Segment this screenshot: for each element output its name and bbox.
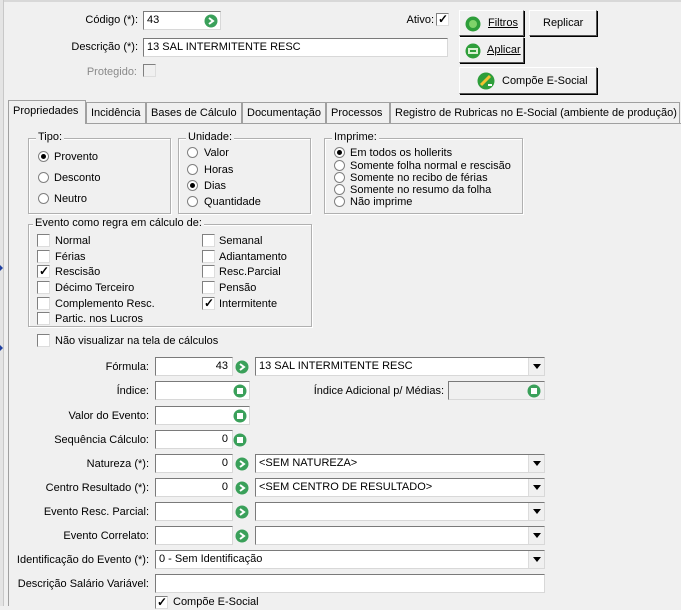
codigo-label: Código (*): <box>85 14 138 26</box>
apply-icon <box>465 43 481 59</box>
indice-label: Índice: <box>116 385 149 397</box>
evento-option-label: Rescisão <box>55 266 101 278</box>
filtros-button-label: Filtros <box>488 17 518 29</box>
centro-select-value: <SEM CENTRO DE RESULTADO> <box>259 481 433 493</box>
descricao-salario-label: Descrição Salário Variável: <box>17 578 149 590</box>
esocial-icon <box>477 72 495 90</box>
tab-incidencia[interactable]: Incidência <box>86 102 146 123</box>
tipo-option-label: Neutro <box>54 193 88 205</box>
nao-visualizar-checkbox[interactable] <box>37 334 50 347</box>
descricao-salario-input[interactable] <box>155 574 545 593</box>
evento-option-label: Décimo Terceiro <box>55 282 135 294</box>
unidade-option-label: Horas <box>204 164 234 176</box>
evento-option-label: Resc.Parcial <box>219 266 281 278</box>
ativo-checkbox[interactable]: ✓ <box>438 12 449 26</box>
unidade-radio-dias[interactable] <box>187 180 198 191</box>
imprime-radio-resumo[interactable] <box>334 184 345 195</box>
sequencia-input[interactable]: 0 <box>155 430 233 449</box>
search-icon[interactable] <box>235 481 249 495</box>
unidade-option-label: Quantidade <box>204 196 261 208</box>
tipo-radio-neutro[interactable] <box>38 193 49 204</box>
aplicar-button-label: Aplicar <box>487 44 521 56</box>
imprime-option-label: Somente no resumo da folha <box>350 184 492 196</box>
imprime-option-label: Somente no recibo de férias <box>350 172 488 184</box>
chevron-down-icon[interactable] <box>528 527 544 544</box>
imprime-radio-normal-rescisao[interactable] <box>334 160 345 171</box>
evento-option-label: Complemento Resc. <box>55 298 155 310</box>
natureza-label: Natureza (*): <box>86 458 149 470</box>
compoe-esocial-checkbox[interactable]: ✓ <box>157 595 168 609</box>
indice-adicional-label: Índice Adicional p/ Médias: <box>313 385 444 397</box>
codigo-input[interactable]: 43 <box>143 11 221 30</box>
chevron-down-icon[interactable] <box>528 551 544 568</box>
imprime-option-label: Somente folha normal e rescisão <box>350 160 511 172</box>
replicar-button[interactable] <box>529 10 597 36</box>
formula-code-input[interactable]: 43 <box>155 357 233 376</box>
centro-select[interactable] <box>255 478 545 497</box>
natureza-select[interactable] <box>255 454 545 473</box>
evento-checkbox-pensao[interactable] <box>202 281 215 294</box>
identificacao-select[interactable] <box>155 550 545 569</box>
nao-visualizar-label: Não visualizar na tela de cálculos <box>55 335 219 347</box>
evento-option-label: Semanal <box>219 235 263 247</box>
evento-title: Evento como regra em cálculo de: <box>35 217 202 229</box>
unidade-radio-quantidade[interactable] <box>187 196 198 207</box>
evento-checkbox-complemento[interactable] <box>37 297 50 310</box>
unidade-option-label: Dias <box>204 180 227 192</box>
evento-checkbox-decimo[interactable] <box>37 281 50 294</box>
tab-bases-de-calculo[interactable]: Bases de Cálculo <box>146 102 242 123</box>
descricao-input[interactable]: 13 SAL INTERMITENTE RESC <box>143 38 448 57</box>
filtros-button[interactable] <box>459 10 524 36</box>
tipo-radio-desconto[interactable] <box>38 172 49 183</box>
unidade-radio-valor[interactable] <box>187 147 198 158</box>
sequencia-label: Sequência Cálculo: <box>54 434 149 446</box>
evento-checkbox-partic[interactable] <box>37 312 50 325</box>
evento-option-label: Adiantamento <box>219 251 287 263</box>
descricao-label: Descrição (*): <box>71 41 138 53</box>
evento-checkbox-resc-parcial[interactable] <box>202 265 215 278</box>
evento-resc-parcial-input[interactable] <box>155 502 233 521</box>
aplicar-button[interactable] <box>459 37 524 63</box>
centro-resultado-label: Centro Resultado (*): <box>45 482 149 494</box>
evento-option-label: Férias <box>55 251 86 263</box>
compoe-esocial-button[interactable] <box>459 67 597 94</box>
evento-checkbox-intermitente[interactable]: ✓ <box>204 296 215 310</box>
imprime-option-label: Em todos os hollerits <box>350 147 453 159</box>
search-icon[interactable] <box>204 14 218 28</box>
imprime-radio-todos[interactable] <box>334 147 345 158</box>
evento-option-label: Normal <box>55 235 91 247</box>
compoe-esocial-button-label: Compõe E-Social <box>502 75 588 87</box>
unidade-title: Unidade: <box>188 131 233 143</box>
evento-checkbox-rescisao[interactable]: ✓ <box>39 264 50 278</box>
valor-evento-label: Valor do Evento: <box>68 410 149 422</box>
search-icon[interactable] <box>235 529 249 543</box>
evento-option-label: Partic. nos Lucros <box>55 313 144 325</box>
formula-select-value: 13 SAL INTERMITENTE RESC <box>259 360 413 372</box>
evento-option-label: Pensão <box>219 282 257 294</box>
imprime-radio-nao-imprime[interactable] <box>334 196 345 207</box>
tab-propriedades[interactable]: Propriedades <box>8 100 86 124</box>
calculator-icon[interactable] <box>233 409 247 423</box>
evento-correlato-input[interactable] <box>155 526 233 545</box>
tipo-title: Tipo: <box>38 131 63 143</box>
protegido-label: Protegido: <box>86 66 137 78</box>
top-border <box>0 0 681 2</box>
identificacao-label: Identificação do Evento (*): <box>16 554 149 566</box>
chevron-down-icon[interactable] <box>528 455 544 472</box>
imprime-title: Imprime: <box>334 131 377 143</box>
chevron-down-icon[interactable] <box>528 479 544 496</box>
formula-select[interactable] <box>255 357 545 376</box>
ativo-label: Ativo: <box>406 14 434 26</box>
search-icon[interactable] <box>235 360 249 374</box>
evento-correlato-label: Evento Correlato: <box>63 530 149 542</box>
evento-correlato-select[interactable] <box>255 526 545 545</box>
evento-option-label: Intermitente <box>219 298 278 310</box>
splitter-arrow-icon <box>0 345 3 351</box>
imprime-radio-recibo-ferias[interactable] <box>334 172 345 183</box>
evento-checkbox-normal[interactable] <box>37 234 50 247</box>
tipo-option-label: Provento <box>54 151 99 163</box>
natureza-code-input[interactable]: 0 <box>155 454 233 473</box>
evento-resc-parcial-select[interactable] <box>255 502 545 521</box>
replicar-button-label: Replicar <box>543 17 584 29</box>
chevron-down-icon[interactable] <box>528 358 544 375</box>
imprime-option-label: Não imprime <box>350 196 413 208</box>
formula-label: Fórmula: <box>105 361 149 373</box>
search-icon[interactable] <box>235 505 249 519</box>
chevron-down-icon[interactable] <box>528 503 544 520</box>
protegido-checkbox[interactable] <box>143 64 156 77</box>
tipo-option-label: Desconto <box>54 172 101 184</box>
filter-icon <box>465 16 481 32</box>
evento-checkbox-ferias[interactable] <box>37 250 50 263</box>
search-icon[interactable] <box>235 457 249 471</box>
compoe-esocial-label: Compõe E-Social <box>173 596 259 608</box>
tab-documentacao[interactable]: Documentação <box>242 102 326 123</box>
splitter-arrow-icon <box>0 265 3 271</box>
tab-processos[interactable]: Processos <box>326 102 390 123</box>
tipo-radio-provento[interactable] <box>38 151 49 162</box>
identificacao-select-value: 0 - Sem Identificação <box>159 553 263 565</box>
left-splitter[interactable] <box>0 0 4 606</box>
evento-checkbox-adiantamento[interactable] <box>202 250 215 263</box>
calculator-icon[interactable] <box>527 384 541 398</box>
evento-resc-parcial-label: Evento Resc. Parcial: <box>43 506 149 518</box>
natureza-select-value: <SEM NATUREZA> <box>259 457 358 469</box>
unidade-option-label: Valor <box>204 147 229 159</box>
calculator-icon[interactable] <box>233 384 247 398</box>
tab-registro-rubricas[interactable]: Registro de Rubricas no E-Social (ambiente de produção) <box>390 102 680 123</box>
evento-checkbox-semanal[interactable] <box>202 234 215 247</box>
calculator-icon[interactable] <box>233 433 247 447</box>
centro-code-input[interactable]: 0 <box>155 478 233 497</box>
unidade-radio-horas[interactable] <box>187 164 198 175</box>
